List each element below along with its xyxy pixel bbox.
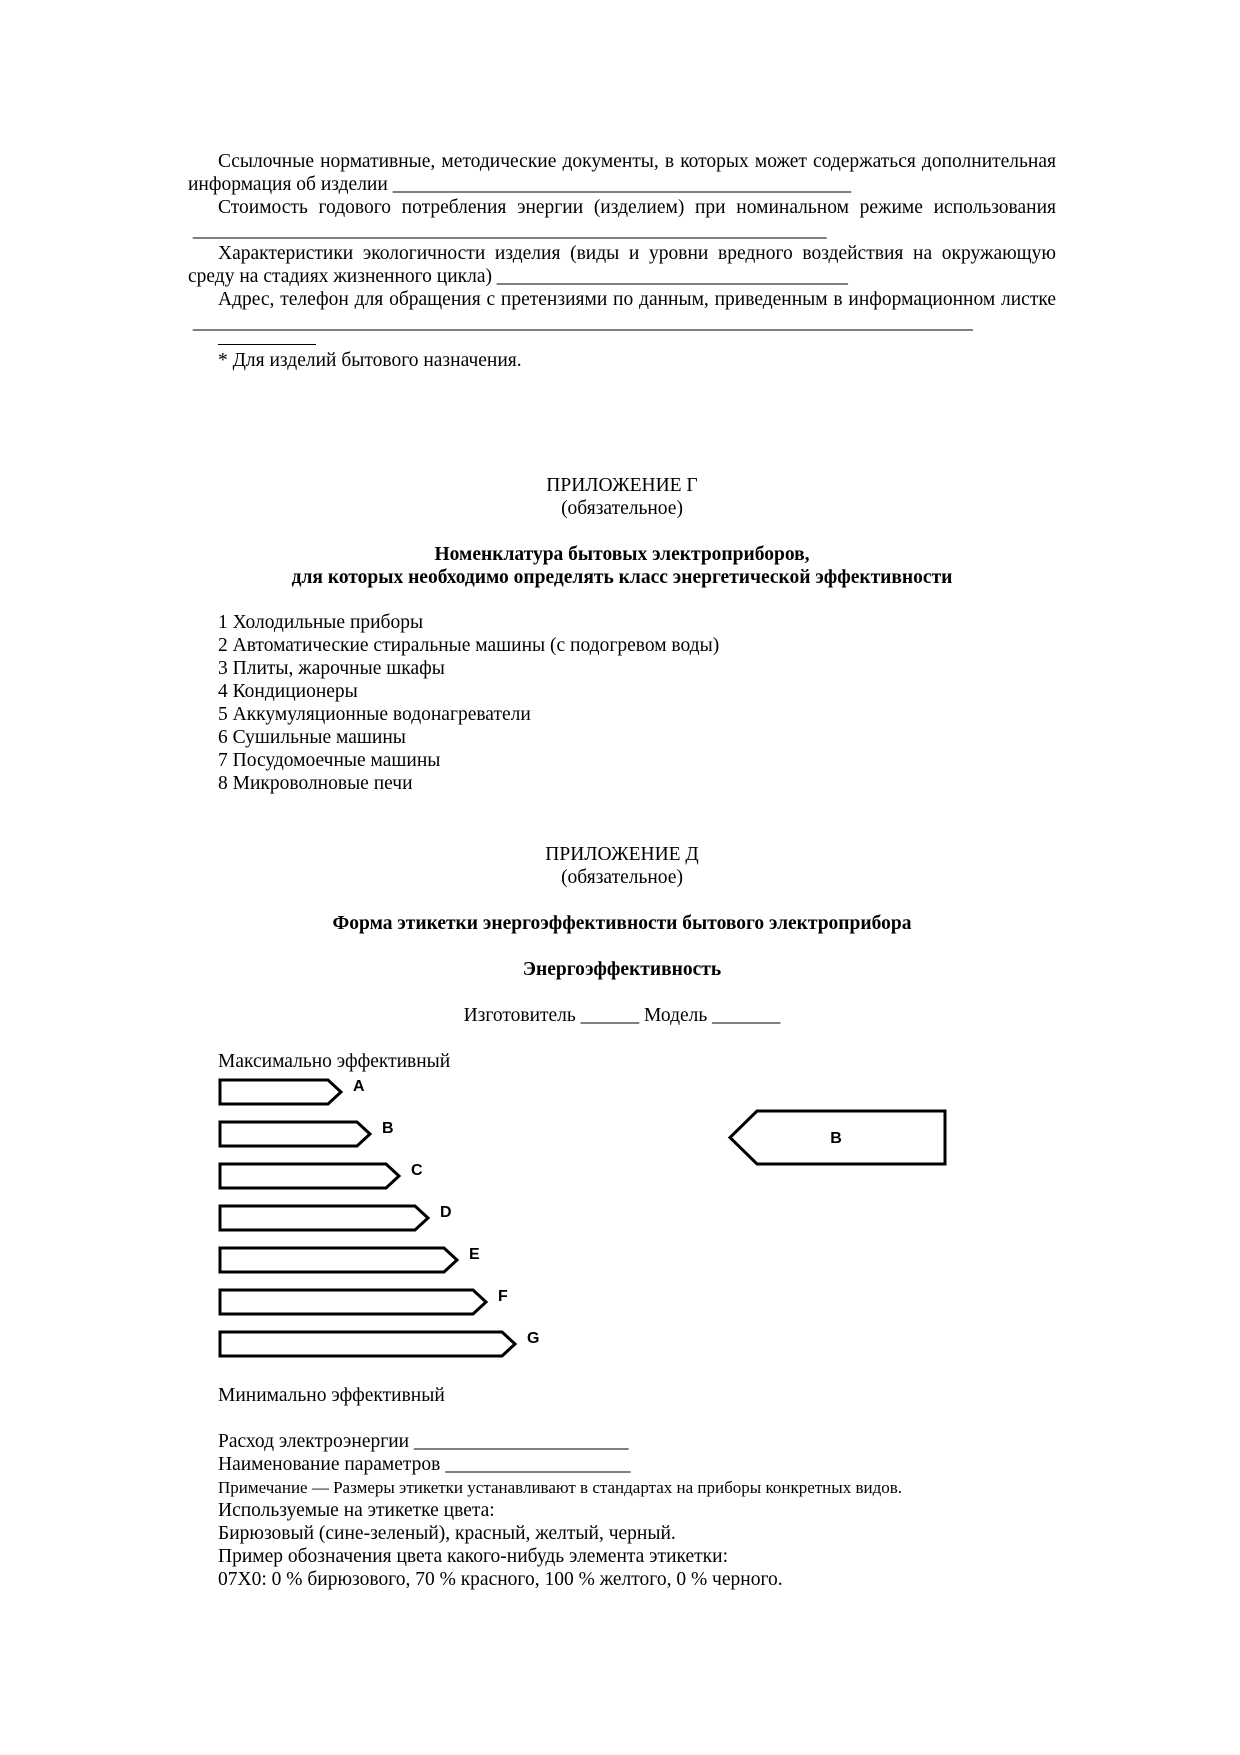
list-item: 2 Автоматические стиральные машины (с подогревом воды)	[218, 635, 720, 656]
class-letter-c: C	[411, 1162, 423, 1179]
paragraph-address: Адрес, телефон для обращения с претензиями по данным, приведенным в информационном листке ________________________________________________________________________________	[188, 289, 1056, 333]
maker-model-line: Изготовитель ______ Модель _______	[463, 1005, 781, 1026]
parameters-line: Наименование параметров ___________________	[218, 1454, 631, 1475]
note-line: Примечание — Размеры этикетки устанавливают в стандартах на приборы конкретных видов.	[218, 1478, 903, 1497]
fill-line: _______________________________________________	[387, 174, 851, 195]
appendix-g-heading: ПРИЛОЖЕНИЕ Г	[546, 475, 698, 496]
list-item: 4 Кондиционеры	[218, 681, 358, 702]
appendix-d-status: (обязательное)	[561, 867, 683, 888]
appendix-d-title: Форма этикетки энергоэффективности бытового электроприбора	[332, 913, 912, 934]
label-title: Энергоэффективность	[522, 959, 722, 980]
color-example-value: 07Х0: 0 % бирюзового, 70 % красного, 100 % желтого, 0 % черного.	[218, 1569, 783, 1590]
list-item: 3 Плиты, жарочные шкафы	[218, 658, 445, 679]
list-item: 6 Сушильные машины	[218, 727, 406, 748]
paragraph-ecology: Характеристики экологичности изделия (виды и уровни вредного воздействия на окружающую среду на стадиях жизненного цикла) ____________________________________	[188, 243, 1056, 287]
list-item: 1 Холодильные приборы	[218, 612, 424, 633]
list-item: 7 Посудомоечные машины	[218, 750, 441, 771]
list-item: 5 Аккумуляционные водонагреватели	[218, 704, 531, 725]
class-letter-e: E	[469, 1246, 480, 1263]
appendix-g-title-line2: для которых необходимо определять класс энергетической эффективности	[291, 567, 953, 588]
class-letter-g: G	[527, 1330, 540, 1347]
max-efficiency-label: Максимально эффективный	[218, 1051, 451, 1072]
class-letter-f: F	[498, 1288, 508, 1305]
fill-line: ________________________________________________________________________________	[188, 312, 973, 333]
class-arrow-c	[220, 1164, 399, 1188]
colors-list: Бирюзовый (сине-зеленый), красный, желтый, черный.	[218, 1523, 676, 1544]
energy-consumption-line: Расход электроэнергии ______________________	[218, 1431, 629, 1452]
class-arrows	[220, 1078, 539, 1356]
appendix-g-status: (обязательное)	[561, 498, 683, 519]
class-letter-a: A	[353, 1078, 365, 1095]
list-item: 8 Микроволновые печи	[218, 773, 413, 794]
class-arrow-b	[220, 1122, 370, 1146]
footnote: * Для изделий бытового назначения.	[218, 350, 522, 371]
color-example-intro: Пример обозначения цвета какого-нибудь элемента этикетки:	[218, 1546, 728, 1567]
appendix-g-title-line1: Номенклатура бытовых электроприборов,	[434, 544, 810, 565]
class-arrow-e	[220, 1248, 457, 1272]
class-letter-b: B	[382, 1120, 394, 1137]
class-arrow-d	[220, 1206, 428, 1230]
paragraph-reference-documents: Ссылочные нормативные, методические документы, в которых может содержаться дополнительная информация об изделии _______________________________________________	[188, 151, 1056, 195]
indicator-arrow	[730, 1111, 945, 1164]
paragraph-energy-cost: Стоимость годового потребления энергии (изделием) при номинальном режиме использования _________________________________________________________________	[188, 197, 1056, 241]
class-arrow-f	[220, 1290, 486, 1314]
class-arrow-g	[220, 1332, 515, 1356]
min-efficiency-label: Минимально эффективный	[218, 1385, 445, 1406]
fill-line: _________________________________________________________________	[188, 220, 827, 241]
fill-line: ____________________________________	[492, 266, 848, 287]
class-letter-d: D	[440, 1204, 452, 1221]
indicator-letter: B	[830, 1130, 842, 1147]
class-arrow-a	[220, 1080, 341, 1104]
appendix-d-heading: ПРИЛОЖЕНИЕ Д	[545, 844, 699, 865]
colors-intro: Используемые на этикетке цвета:	[218, 1500, 495, 1521]
